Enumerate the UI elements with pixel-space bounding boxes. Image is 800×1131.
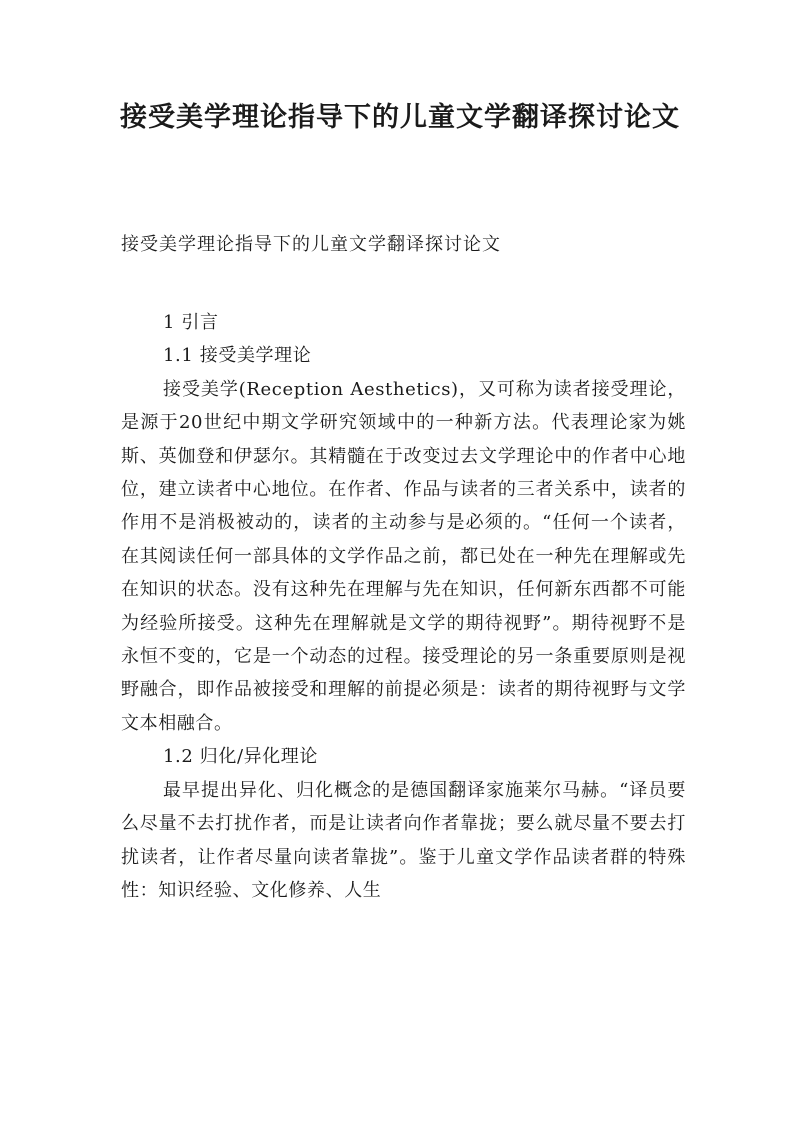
section-1-2-paragraph: 最早提出异化、归化概念的是德国翻译家施莱尔马赫。“译员要么尽量不去打扰作者，而是让读者向作者靠拢；要么就尽量不要去打扰读者，让作者尽量向读者靠拢”。鉴于儿童文学作品读者群的特殊性：知识经验、文化修养、人生	[121, 779, 686, 901]
document-title: 接受美学理论指导下的儿童文学翻译探讨论文	[120, 102, 680, 133]
document-subtitle: 接受美学理论指导下的儿童文学翻译探讨论文	[121, 234, 501, 255]
section-1-1-paragraph: 接受美学(Reception Aesthetics)，又可称为读者接受理论，是源于20世纪中期文学研究领域中的一种新方法。代表理论家为姚斯、英伽登和伊瑟尔。其精髓在于改变过去文学理论中的作者中心地位，建立读者中心地位。在作者、作品与读者的三者关系中，读者的作用不是消极被动的，读者的主动参与是必须的。“任何一个读者，在其阅读任何一部具体的文学作品之前，都已处在一种先在理解或先在知识的状态。没有这种先在理解与先在知识，任何新东西都不可能为经验所接受。这种先在理解就是文学的期待视野”。期待视野不是永恒不变的，它是一个动态的过程。接受理论的另一条重要原则是视野融合，即作品被接受和理解的前提必须是：读者的期待视野与文学文本相融合。	[121, 378, 686, 734]
section-1-heading: 1 引言	[163, 312, 219, 333]
section-1-1-heading: 1.1 接受美学理论	[163, 345, 312, 367]
section-1-2-heading: 1.2 归化/异化理论	[163, 746, 319, 768]
document-body	[121, 306, 686, 907]
